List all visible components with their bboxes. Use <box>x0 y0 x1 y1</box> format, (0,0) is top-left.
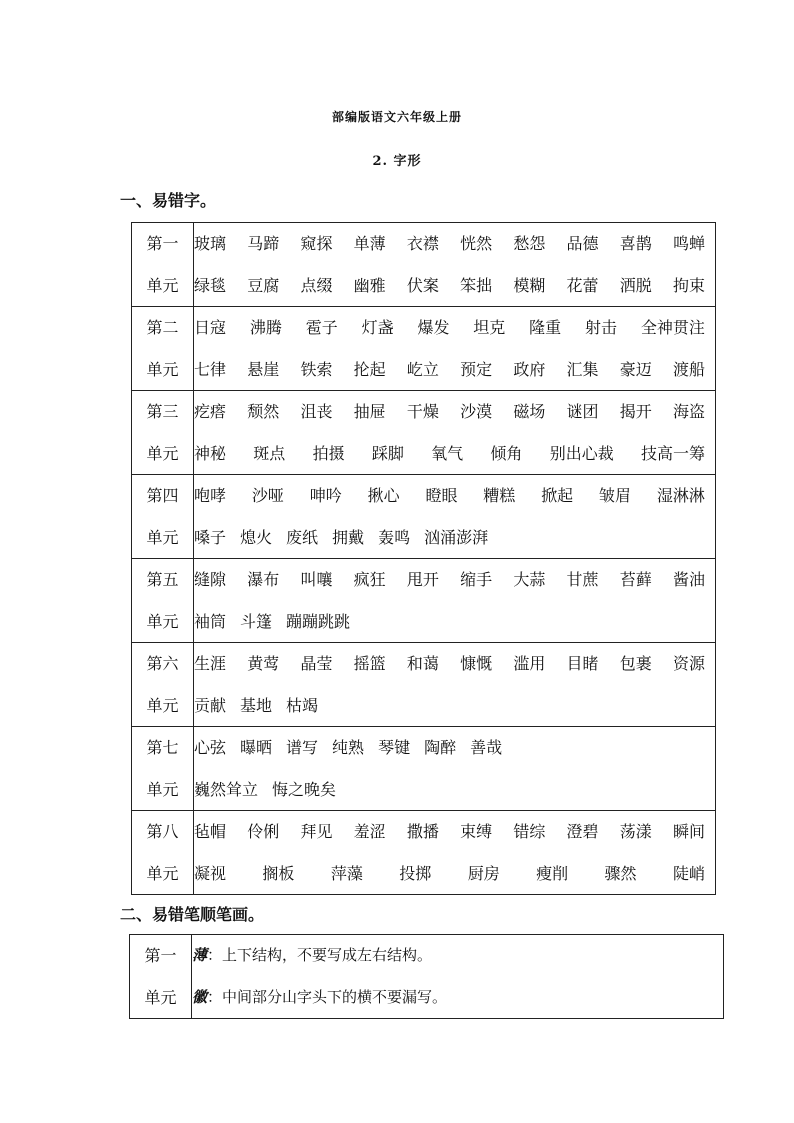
word: 颓然 <box>247 402 280 421</box>
words-cell <box>194 727 716 811</box>
word: 凝视 <box>194 863 227 883</box>
words-cell <box>194 811 716 895</box>
word-line <box>194 769 715 811</box>
word: 大蒜 <box>513 570 546 589</box>
word: 全神贯注 <box>640 318 705 337</box>
word: 笨拙 <box>460 275 493 295</box>
word: 倾角 <box>490 443 523 463</box>
words-cell <box>194 559 716 643</box>
word: 雹子 <box>305 318 338 337</box>
word: 灯盏 <box>361 318 394 337</box>
word: 瀑布 <box>247 570 280 589</box>
words-cell <box>194 475 716 559</box>
word: 绿毯 <box>194 275 227 295</box>
word: 包裹 <box>619 654 652 673</box>
unit-label: 第四 <box>146 486 179 505</box>
word-line <box>194 307 715 349</box>
word: 萍藻 <box>330 863 363 883</box>
unit-label: 单元 <box>146 275 179 295</box>
word: 品德 <box>566 234 599 253</box>
word: 束缚 <box>460 822 493 841</box>
word: 洒脱 <box>619 275 652 295</box>
word: 鸣蝉 <box>672 234 705 253</box>
word: 瞪眼 <box>425 486 458 505</box>
word: 厨房 <box>467 863 500 883</box>
word-line <box>194 559 715 601</box>
word: 喜鹊 <box>619 234 652 253</box>
unit-label: 第七 <box>146 738 179 757</box>
stroke-notes-cell <box>192 935 724 1019</box>
word: 资源 <box>672 654 705 673</box>
word: 错综 <box>513 822 546 841</box>
word: 慷慨 <box>460 654 493 673</box>
word: 生涯 <box>194 654 227 673</box>
word-line <box>194 265 715 307</box>
word: 黄莺 <box>247 654 280 673</box>
unit-label: 第六 <box>146 654 179 673</box>
word-line <box>194 349 715 391</box>
words-cell <box>194 643 716 727</box>
word: 点缀 <box>300 275 333 295</box>
word-line <box>194 517 715 559</box>
word: 呻吟 <box>309 486 342 505</box>
word: 澄碧 <box>566 822 599 841</box>
word: 掀起 <box>541 486 574 505</box>
word: 骤然 <box>604 863 637 883</box>
word: 坦克 <box>473 318 506 337</box>
stroke-note <box>192 977 723 1019</box>
word: 恍然 <box>460 234 493 253</box>
word: 疯狂 <box>353 570 386 589</box>
word: 糟糕 <box>483 486 516 505</box>
word: 沸腾 <box>249 318 282 337</box>
stroke-note-text: ：中间部分山字头下的横不要漏写。 <box>207 987 448 1006</box>
word: 汇集 <box>566 359 599 379</box>
words-cell <box>194 391 716 475</box>
word: 甘蔗 <box>566 570 599 589</box>
word: 曝晒 <box>240 738 273 757</box>
word: 皱眉 <box>599 486 632 505</box>
word: 蹦蹦跳跳 <box>286 611 351 631</box>
word: 摇篮 <box>353 654 386 673</box>
unit-row <box>132 643 716 727</box>
word: 晶莹 <box>300 654 333 673</box>
word: 轰鸣 <box>378 527 411 547</box>
stroke-note-row <box>130 935 724 1019</box>
word: 沮丧 <box>300 402 333 421</box>
word: 豪迈 <box>619 359 652 379</box>
word: 贡献 <box>194 695 227 715</box>
word: 沙哑 <box>251 486 284 505</box>
word: 斑点 <box>253 443 286 463</box>
word: 缩手 <box>460 570 493 589</box>
unit-label: 单元 <box>146 863 179 883</box>
unit-label-cell <box>132 475 194 559</box>
unit-label-cell <box>132 223 194 307</box>
unit-label: 单元 <box>144 987 177 1007</box>
unit-label: 第一 <box>144 946 177 965</box>
word: 叫嚷 <box>300 570 333 589</box>
word: 缝隙 <box>194 570 227 589</box>
word: 荡漾 <box>619 822 652 841</box>
word: 窥探 <box>300 234 333 253</box>
word: 揭开 <box>619 402 652 421</box>
unit-label: 第二 <box>146 318 179 337</box>
word-line <box>194 475 715 517</box>
word: 湿淋淋 <box>656 486 705 505</box>
word: 渡船 <box>672 359 705 379</box>
word: 咆哮 <box>194 486 227 505</box>
word: 单薄 <box>353 234 386 253</box>
word: 玻璃 <box>194 234 227 253</box>
word: 毡帽 <box>194 822 227 841</box>
word: 谜团 <box>566 402 599 421</box>
key-character: 徽 <box>192 987 208 1006</box>
unit-row <box>132 811 716 895</box>
word: 撒播 <box>406 822 439 841</box>
word-line <box>194 727 715 769</box>
word: 爆发 <box>417 318 450 337</box>
word-line <box>194 223 715 265</box>
unit-label: 单元 <box>146 611 179 631</box>
word: 豆腐 <box>247 275 280 295</box>
word: 揪心 <box>367 486 400 505</box>
word: 陡峭 <box>672 863 705 883</box>
word: 拜见 <box>300 822 333 841</box>
word: 羞涩 <box>353 822 386 841</box>
unit-label: 单元 <box>146 443 179 463</box>
word: 马蹄 <box>247 234 280 253</box>
words-cell <box>194 223 716 307</box>
word: 愁怨 <box>513 234 546 253</box>
word: 别出心裁 <box>549 443 614 463</box>
word-line <box>194 685 715 727</box>
words-cell <box>194 307 716 391</box>
stroke-order-table <box>129 934 724 1019</box>
word-line <box>194 601 715 643</box>
word: 抡起 <box>353 359 386 379</box>
word: 伏案 <box>406 275 439 295</box>
word: 预定 <box>460 359 493 379</box>
word: 模糊 <box>513 275 546 295</box>
word: 嗓子 <box>194 527 227 547</box>
unit-label: 第八 <box>146 822 179 841</box>
section-heading-error-prone-characters: 一、易错字。 <box>120 191 217 210</box>
word: 汹涌澎湃 <box>424 527 489 547</box>
word: 谱写 <box>286 738 319 757</box>
word: 铁索 <box>300 359 333 379</box>
word-line <box>194 853 715 895</box>
word-line <box>194 433 715 475</box>
word: 枯竭 <box>286 695 319 715</box>
word: 瞬间 <box>672 822 705 841</box>
unit-row <box>132 727 716 811</box>
unit-label: 第五 <box>146 570 179 589</box>
word: 陶醉 <box>424 738 457 757</box>
word: 和蔼 <box>406 654 439 673</box>
word: 技高一筹 <box>640 443 705 463</box>
word: 沙漠 <box>460 402 493 421</box>
unit-label-cell <box>132 559 194 643</box>
stroke-note <box>192 935 723 977</box>
word: 隆重 <box>529 318 562 337</box>
word: 心弦 <box>194 738 227 757</box>
word: 善哉 <box>470 738 503 757</box>
unit-row <box>132 391 716 475</box>
word: 七律 <box>194 359 227 379</box>
word: 琴键 <box>378 738 411 757</box>
word: 幽雅 <box>353 275 386 295</box>
word: 斗篷 <box>240 611 273 631</box>
word: 熄火 <box>240 527 273 547</box>
section-heading-stroke-order: 二、易错笔顺笔画。 <box>120 905 265 924</box>
word: 甩开 <box>406 570 439 589</box>
word: 拘束 <box>672 275 705 295</box>
unit-label-cell <box>132 727 194 811</box>
word: 踩脚 <box>371 443 404 463</box>
word: 基地 <box>240 695 273 715</box>
word: 瘦削 <box>536 863 569 883</box>
unit-row <box>132 307 716 391</box>
unit-label: 单元 <box>146 527 179 547</box>
unit-row <box>132 559 716 643</box>
word: 悔之晚矣 <box>272 779 337 799</box>
word: 抽屉 <box>353 402 386 421</box>
stroke-note-text: ：上下结构，不要写成左右结构。 <box>207 946 433 964</box>
error-prone-characters-table <box>131 222 716 895</box>
word-line <box>194 643 715 685</box>
word: 神秘 <box>194 443 227 463</box>
unit-label: 第三 <box>146 402 179 421</box>
word: 花蕾 <box>566 275 599 295</box>
unit-row <box>132 223 716 307</box>
word: 目睹 <box>566 654 599 673</box>
word: 巍然耸立 <box>194 779 259 799</box>
word: 废纸 <box>286 527 319 547</box>
unit-label-cell <box>132 811 194 895</box>
unit-label-cell <box>132 307 194 391</box>
unit-label-cell <box>132 643 194 727</box>
word: 磁场 <box>513 402 546 421</box>
word-line <box>194 811 715 853</box>
word: 悬崖 <box>247 359 280 379</box>
unit-label: 第一 <box>146 234 179 253</box>
unit-label: 单元 <box>146 779 179 799</box>
word: 纯熟 <box>332 738 365 757</box>
word: 衣襟 <box>406 234 439 253</box>
word: 日寇 <box>194 318 227 337</box>
document-title: 部编版语文六年级上册 <box>331 110 462 124</box>
word-line <box>194 391 715 433</box>
word: 酱油 <box>672 570 705 589</box>
word: 拥戴 <box>332 527 365 547</box>
word: 袖筒 <box>194 611 227 631</box>
document-subtitle: 2. 字形 <box>372 154 422 169</box>
unit-label-cell <box>130 935 192 1019</box>
word: 滥用 <box>513 654 546 673</box>
word: 干燥 <box>406 402 439 421</box>
word: 伶俐 <box>247 822 280 841</box>
unit-label: 单元 <box>146 359 179 379</box>
word: 搁板 <box>262 863 295 883</box>
unit-label: 单元 <box>146 695 179 715</box>
word: 海盗 <box>672 402 705 421</box>
unit-row <box>132 475 716 559</box>
word: 拍摄 <box>312 443 345 463</box>
word: 氧气 <box>431 443 464 463</box>
word: 疙瘩 <box>194 402 227 421</box>
word: 政府 <box>513 359 546 379</box>
unit-label-cell <box>132 391 194 475</box>
key-character: 薄 <box>192 946 208 964</box>
word: 屹立 <box>406 359 439 379</box>
word: 投掷 <box>399 863 432 883</box>
word: 射击 <box>585 318 618 337</box>
word: 苔藓 <box>619 570 652 589</box>
